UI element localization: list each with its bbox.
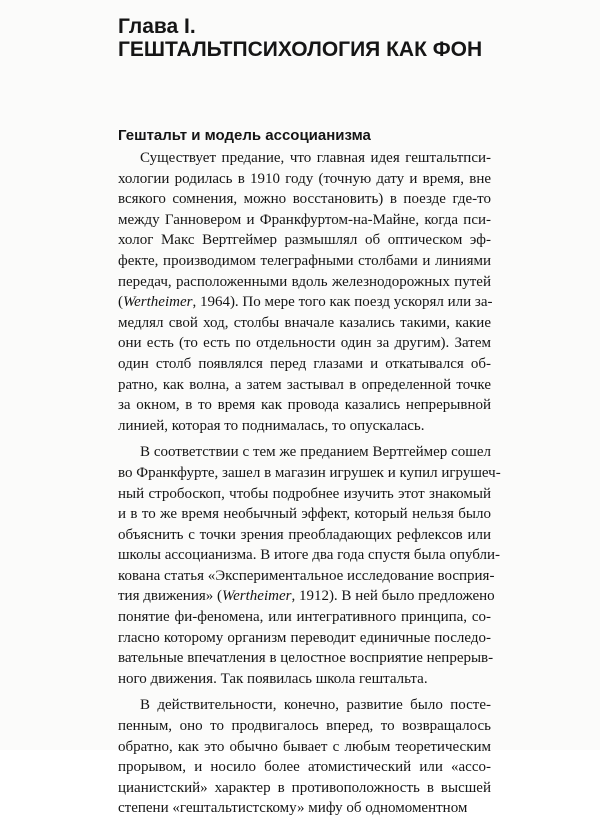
text-line: фекте, производимом телеграфными столбами и линиями (118, 252, 491, 269)
chapter-number: Глава I. (118, 15, 196, 38)
section-heading: Гештальт и модель ассоцианизма (118, 127, 371, 144)
text-line: ратно, как волна, а затем застывал в определенной точке (118, 376, 491, 393)
text-line: ный стробоскоп, чтобы подробнее изучить этот знакомый (118, 485, 491, 502)
chapter-title: ГЕШТАЛЬТПСИХОЛОГИЯ КАК ФОН (118, 38, 483, 61)
text-line: В соответствии с тем же преданием Вертгеймер сошел (140, 444, 491, 461)
text-line: во Франкфурте, зашел в магазин игрушек и купил игрушеч- (118, 464, 501, 481)
text-segment: , 1964). По мере того как поезд ускорял или за- (192, 294, 493, 311)
text-segment: ( (118, 294, 123, 311)
text-line: они есть (то есть по отдельности один за другим). Затем (118, 335, 491, 352)
paragraph (118, 442, 501, 689)
text-line: В действительности, конечно, развитие было посте- (140, 697, 491, 714)
paragraph (118, 695, 491, 819)
text-line: хологии родилась в 1910 году (точную дату и время, вне (118, 170, 491, 187)
body-text (118, 148, 501, 819)
text-line: прорывом, и носило более атомистический или «ассо- (118, 759, 491, 776)
text-line: за окном, в то время как провода казались непрерывной (118, 397, 491, 414)
text-line: между Ганновером и Франкфуртом-на-Майне, когда пси- (118, 211, 491, 228)
text-line: линией, которая то поднималась, то опускалась. (118, 417, 425, 434)
text-line: цианистский» характер в противоположность в высшей (118, 779, 491, 796)
citation-author: Wertheimer (123, 294, 193, 311)
text-line: Существует предание, что главная идея гештальтпси- (140, 150, 491, 166)
text-line (118, 586, 495, 607)
text-line: степени «гештальтистскому» мифу об одномоментном (118, 800, 468, 817)
text-line: медлял свой ход, столбы вначале казались такими, какие (118, 314, 491, 331)
text-line: пенным, оно то продвигалось вперед, то возвращалось (118, 718, 491, 735)
text-line: понятие фи-феномена, или интегративного принципа, со- (118, 609, 491, 626)
text-line: кована статья «Экспериментальное исследование восприя- (118, 567, 495, 584)
citation-author: Wertheimer (222, 588, 292, 605)
text-segment: тия движения» ( (118, 588, 222, 605)
text-line: холог Макс Вертгеймер размышлял об оптическом эф- (118, 232, 491, 249)
text-line (118, 292, 491, 313)
text-line: гласно которому организм переводит единичные последо- (118, 629, 491, 646)
paragraph (118, 148, 491, 436)
text-segment: , 1912). В ней было предложено (291, 588, 495, 605)
text-line: передач, расположенными вдоль железнодорожных путей (118, 273, 491, 290)
text-line: всякого сомнения, можно восстановить) в поезде где-то (118, 191, 491, 208)
text-line: объяснить с точки зрения преобладающих рефлексов или (118, 526, 491, 543)
text-line: ного движения. Так появилась школа гештальта. (118, 670, 428, 687)
text-line: школы ассоцианизма. В итоге два года спустя была опубли- (118, 547, 501, 564)
text-line: и в то же время необычный эффект, который нельзя было (118, 506, 491, 523)
text-line: вательные впечатления в целостное восприятие непрерыв- (118, 650, 494, 667)
text-line: один столб появлялся перед глазами и откатывался об- (118, 355, 491, 372)
text-line: обратно, как это обычно бывает с любым теоретическим (118, 738, 491, 755)
